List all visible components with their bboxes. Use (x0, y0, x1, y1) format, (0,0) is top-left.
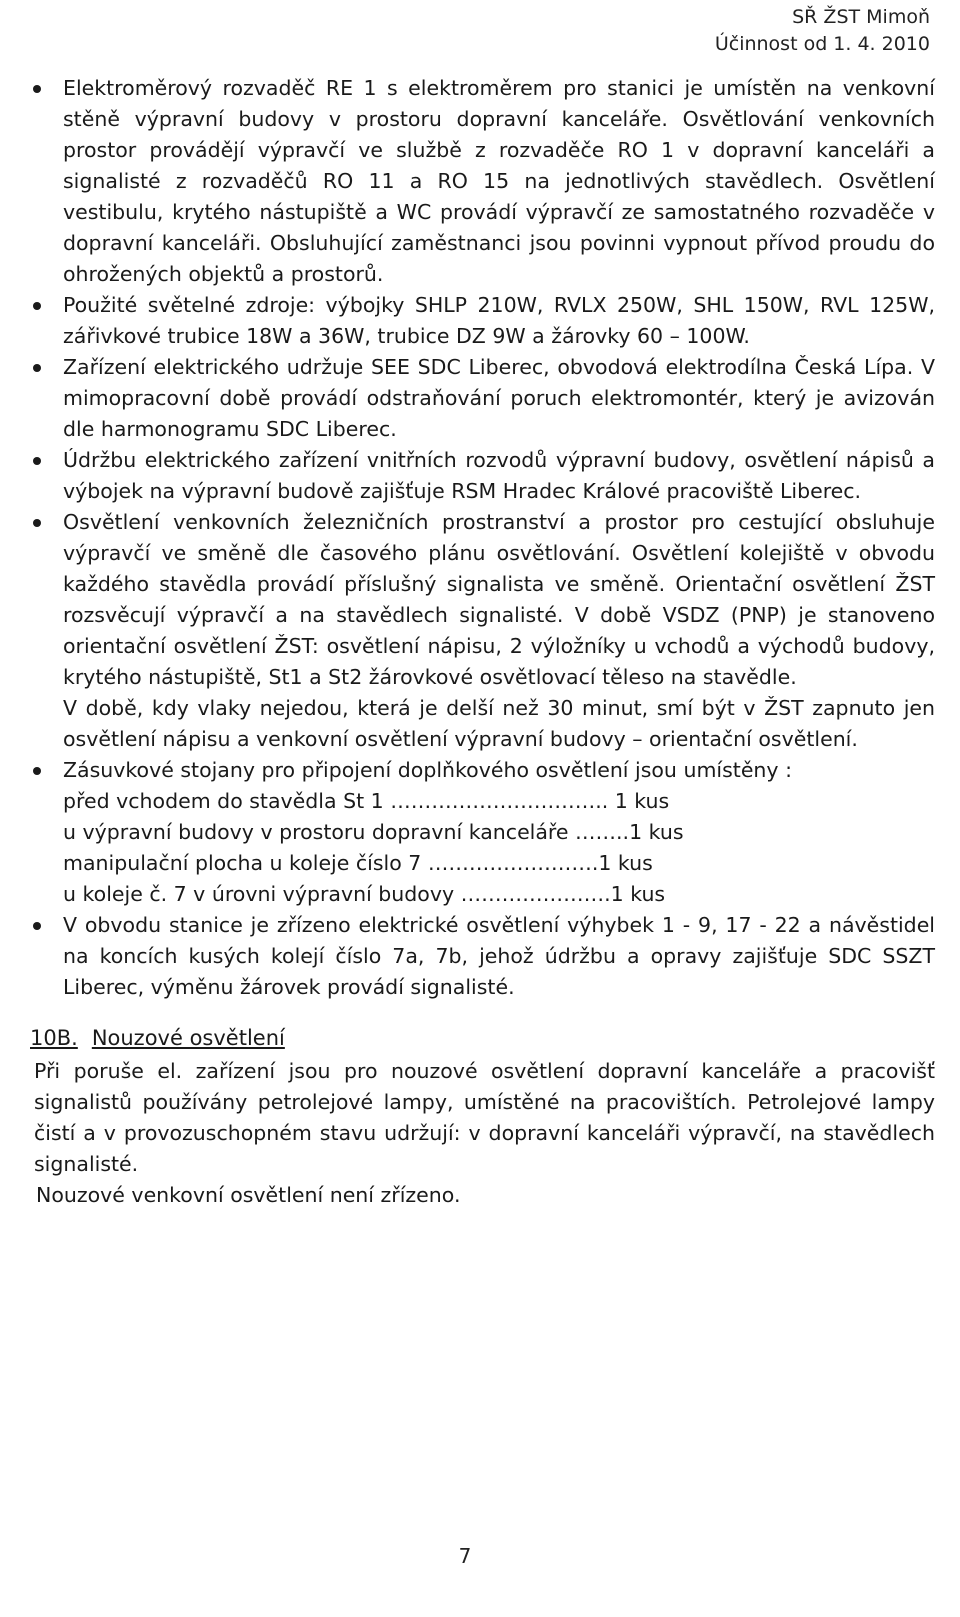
socket-item: manipulační plocha u koleje číslo 7 …………………….1 kus (63, 851, 653, 875)
document-body (30, 73, 935, 1211)
list-item (30, 290, 935, 352)
socket-list (63, 786, 935, 910)
list-item (30, 352, 935, 445)
header-line-1: SŘ ŽST Mimoň (792, 6, 930, 28)
list-item (30, 507, 935, 755)
page-header (715, 4, 930, 58)
section-number: 10B. (30, 1026, 78, 1050)
list-item (30, 910, 935, 1003)
section-final-sentence: Nouzové venkovní osvětlení není zřízeno. (36, 1183, 461, 1207)
bullet-text: Údržbu elektrického zařízení vnitřních rozvodů výpravní budovy, osvětlení nápisů a výbojek na výpravní budově zajišťuje RSM Hradec Králové pracoviště Liberec. (63, 448, 935, 503)
section-paragraph: Při poruše el. zařízení jsou pro nouzové osvětlení dopravní kanceláře a pracovišť signalistů používány petrolejové lampy, umístěné na pracovištích. Petrolejové lampy čistí a v provozuschopném stavu udržují: v dopravní kanceláři výpravčí, na stavědlech signalisté. (34, 1059, 935, 1176)
bullet-text: V obvodu stanice je zřízeno elektrické osvětlení výhybek 1 - 9, 17 - 22 a návěstidel na koncích kusých kolejí číslo 7a, 7b, jehož údržbu a opravy zajišťuje SDC SSZT Liberec, výměnu žárovek provádí signalisté. (63, 913, 935, 999)
section-title: Nouzové osvětlení (91, 1026, 285, 1050)
socket-item: u výpravní budovy v prostoru dopravní kanceláře ……..1 kus (63, 820, 684, 844)
bullet-text: Zásuvkové stojany pro připojení doplňkového osvětlení jsou umístěny : (63, 758, 792, 782)
bullet-text: Elektroměrový rozvaděč RE 1 s elektroměrem pro stanici je umístěn na venkovní stěně výpravní budovy v prostoru dopravní kanceláře. Osvětlování venkovních prostor provádějí výpravčí ve službě z rozvaděče RO 1 v dopravní kanceláři a signalisté z rozvaděčů RO 11 a RO 15 na jednotlivých stavědlech. Osvětlení vestibulu, krytého nástupiště a WC provádí výpravčí ze samostatného rozvaděče v dopravní kanceláři. Obsluhující zaměstnanci jsou povinni vypnout přívod proudu do ohrožených objektů a prostorů. (63, 76, 935, 286)
header-line-2: Účinnost od 1. 4. 2010 (714, 33, 930, 55)
page-number: 7 (458, 1544, 472, 1568)
bullet-text: Použité světelné zdroje: výbojky SHLP 210W, RVLX 250W, SHL 150W, RVL 125W, zářivkové trubice 18W a 36W, trubice DZ 9W a žárovky 60 – 100W. (63, 293, 935, 348)
list-item (30, 73, 935, 290)
bullet-text: Osvětlení venkovních železničních prostranství a prostor pro cestující obsluhuje výpravčí ve směně dle časového plánu osvětlování. Osvětlení kolejiště v obvodu každého stavědla provádí příslušný signalista ve směně. Orientační osvětlení ŽST rozsvěcují výpravčí a na stavědlech signalisté. V době VSDZ (PNP) je stanoveno orientační osvětlení ŽST: osvětlení nápisu, 2 výložníky u vchodů a východů budovy, krytého nástupiště, St1 a St2 žárovkové osvětlovací těleso na stavědle. (63, 510, 935, 689)
bullet-subparagraph: V době, kdy vlaky nejedou, která je delší než 30 minut, smí být v ŽST zapnuto jen osvětlení nápisu a venkovní osvětlení výpravní budovy – orientační osvětlení. (63, 696, 935, 751)
socket-item: u koleje č. 7 v úrovni výpravní budovy ………………….1 kus (63, 882, 666, 906)
list-item (30, 445, 935, 507)
socket-item: před vchodem do stavědla St 1 ………………………….. 1 kus (63, 789, 670, 813)
section-heading (30, 1023, 935, 1054)
list-item (30, 755, 935, 910)
bullet-list (30, 73, 935, 1003)
bullet-text: Zařízení elektrického udržuje SEE SDC Liberec, obvodová elektrodílna Česká Lípa. V mimopracovní době provádí odstraňování poruch elektromontér, který je avizován dle harmonogramu SDC Liberec. (63, 355, 935, 441)
